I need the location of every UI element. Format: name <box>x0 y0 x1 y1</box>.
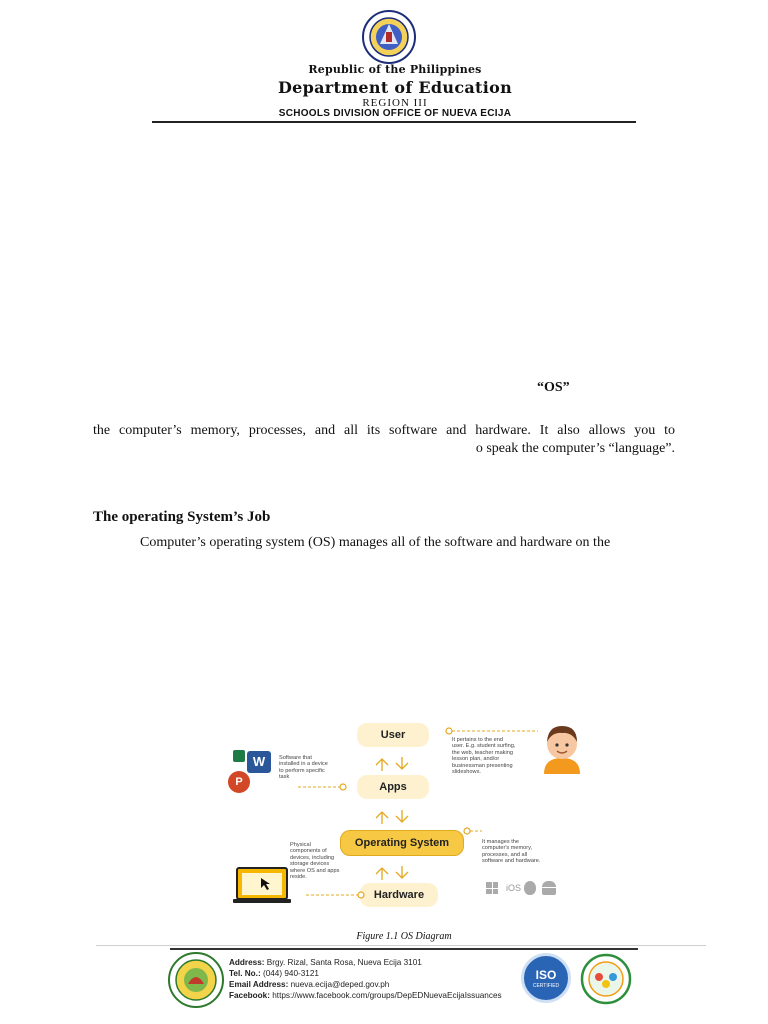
header-divider <box>152 121 636 123</box>
user-avatar-icon <box>540 720 584 774</box>
footer-divider <box>170 948 638 950</box>
child-friendly-school-badge <box>579 953 633 1005</box>
layer-apps: Apps <box>357 775 429 799</box>
hardware-note: Physical components of devices, including storage devices where OS and apps reside. <box>290 842 340 881</box>
footer-facebook: Facebook: https://www.facebook.com/groups/DepEDNuevaEcijaIssuances <box>229 991 502 1000</box>
footer-tel: Tel. No.: (044) 940-3121 <box>229 969 319 978</box>
header-region: REGION III <box>362 97 428 109</box>
windows-icon <box>486 882 498 894</box>
footer-email: Email Address: nueva.ecija@deped.gov.ph <box>229 980 390 989</box>
apple-icon <box>524 881 536 895</box>
paragraph-line: the computer’s memory, processes, and all its software and hardware. It also allows you to <box>93 423 675 438</box>
android-icon <box>542 881 556 895</box>
paragraph-line: o speak the computer’s “language”. <box>475 441 675 456</box>
laptop-icon <box>233 866 295 906</box>
word-icon: W <box>247 751 271 773</box>
iso-certified-badge: ISO CERTIFIED <box>521 953 571 1003</box>
section-title: The operating System’s Job <box>93 509 271 525</box>
header-republic: Republic of the Philippines <box>308 63 482 76</box>
layer-hardware: Hardware <box>360 883 438 907</box>
section-paragraph-line: Computer’s operating system (OS) manages all of the software and hardware on the <box>140 535 611 550</box>
footer-address: Address: Brgy. Rizal, Santa Rosa, Nueva Ecija 3101 <box>229 958 422 967</box>
sdo-nueva-ecija-seal-logo <box>168 952 224 1008</box>
layer-user: User <box>357 723 429 747</box>
os-note: It manages the computer's memory, processes, and all software and hardware. <box>482 839 541 865</box>
ios-label: iOS <box>506 883 522 893</box>
apps-note: Software that installed in a device to perform specific task <box>279 755 328 781</box>
figure-caption: Figure 1.1 OS Diagram <box>356 931 452 942</box>
powerpoint-icon: P <box>228 771 250 793</box>
layer-operating-system: Operating System <box>340 830 464 856</box>
user-note: It pertains to the end user. E.g. student surfing, the web, teacher making lesson plan, and/or businessman presenting slideshows. <box>452 737 516 776</box>
header-division: SCHOOLS DIVISION OFFICE OF NUEVA ECIJA <box>278 108 512 119</box>
deped-seal-logo <box>362 10 416 64</box>
header-department: Department of Education <box>277 78 513 97</box>
footer-divider-light <box>96 945 706 946</box>
os-term: “OS” <box>537 380 570 395</box>
